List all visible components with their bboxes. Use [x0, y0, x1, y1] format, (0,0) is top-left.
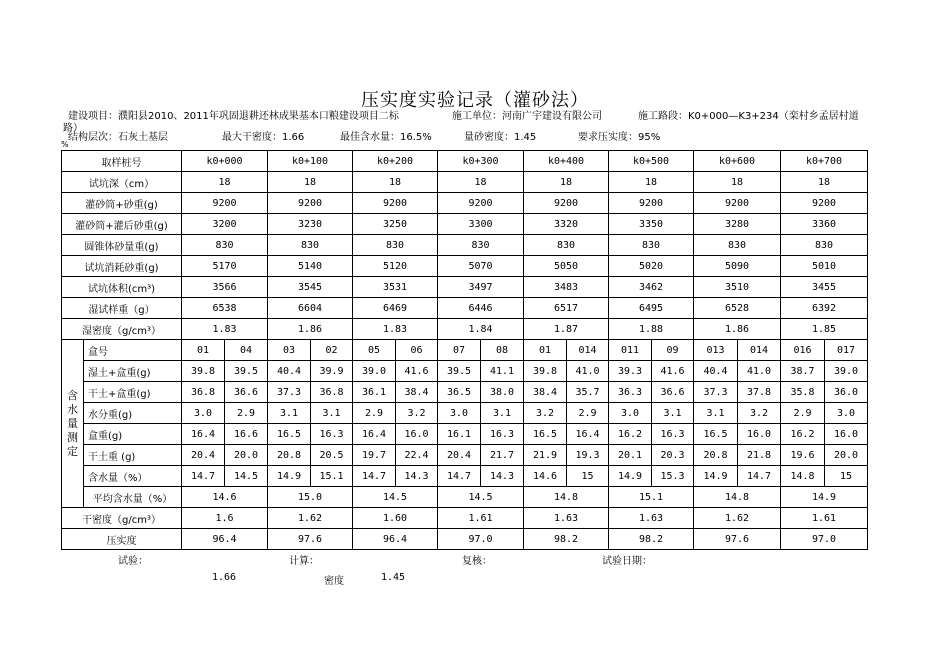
row-value-cell: 5050 [524, 256, 609, 277]
required-compaction-label: 要求压实度： [578, 132, 638, 143]
moisture-value-cell: 16.2 [609, 424, 652, 445]
row-value-cell: 9200 [438, 193, 524, 214]
required-compaction-info [578, 128, 660, 143]
record-row [62, 277, 868, 298]
row-value-cell: 830 [694, 235, 781, 256]
moisture-value-cell: 38.4 [396, 382, 438, 403]
moisture-value-cell: 2.9 [567, 403, 609, 424]
row-value-cell: 6392 [781, 298, 868, 319]
moisture-value-cell: 04 [225, 340, 268, 361]
contractor-info [452, 107, 602, 122]
moisture-value-cell: 39.0 [825, 361, 868, 382]
record-row [62, 235, 868, 256]
row-label: 灌砂筒+砂重(g) [62, 193, 182, 214]
required-compaction-value: 95% [638, 132, 661, 143]
moisture-value-cell: 15 [567, 466, 609, 487]
moisture-value-cell: 37.8 [738, 382, 781, 403]
reviewer-label: 复核： [462, 556, 492, 567]
moisture-value-cell: 39.5 [438, 361, 481, 382]
moisture-value-cell: 35.7 [567, 382, 609, 403]
moisture-row-label: 盒重(g) [84, 424, 182, 445]
moisture-value-cell: 14.9 [694, 466, 738, 487]
moisture-value-cell: 20.8 [268, 445, 311, 466]
station-header-cell: k0+500 [609, 151, 694, 172]
row-value-cell: 18 [353, 172, 438, 193]
moisture-value-cell: 3.1 [481, 403, 524, 424]
moisture-value-cell: 07 [438, 340, 481, 361]
moisture-value-cell: 014 [567, 340, 609, 361]
row-value-cell: 5010 [781, 256, 868, 277]
station-header-cell: k0+200 [353, 151, 438, 172]
moisture-row [62, 382, 868, 403]
moisture-value-cell: 3.0 [438, 403, 481, 424]
compaction-cell: 97.6 [694, 529, 781, 550]
max-dry-info [222, 128, 304, 143]
row-value-cell: 830 [353, 235, 438, 256]
row-value-cell: 1.87 [524, 319, 609, 340]
moisture-value-cell: 36.3 [609, 382, 652, 403]
row-label: 灌砂筒+灌后砂重(g) [62, 214, 182, 235]
moisture-value-cell: 36.5 [438, 382, 481, 403]
moisture-value-cell: 41.6 [652, 361, 694, 382]
row-value-cell: 6495 [609, 298, 694, 319]
moisture-value-cell: 2.9 [225, 403, 268, 424]
station-header-cell: k0+400 [524, 151, 609, 172]
row-value-cell: 18 [182, 172, 268, 193]
moisture-value-cell: 38.4 [524, 382, 567, 403]
compaction-cell: 96.4 [353, 529, 438, 550]
moisture-row [62, 445, 868, 466]
moisture-value-cell: 16.3 [481, 424, 524, 445]
project-value: 濮阳县2010、2011年巩固退耕还林成果基本口粮建设项目二标 [118, 111, 399, 122]
moisture-value-cell: 2.9 [353, 403, 396, 424]
max-dry-value: 1.66 [282, 132, 305, 143]
row-value-cell: 3200 [182, 214, 268, 235]
moisture-value-cell: 01 [524, 340, 567, 361]
avg-moisture-row [62, 487, 868, 508]
max-dry-label: 最大干密度： [222, 132, 282, 143]
row-value-cell: 6528 [694, 298, 781, 319]
moisture-value-cell: 36.6 [225, 382, 268, 403]
moisture-side-label: 含水量测定 [62, 340, 84, 508]
avg-moisture-cell: 14.6 [182, 487, 268, 508]
record-row [62, 298, 868, 319]
moisture-value-cell: 39.5 [225, 361, 268, 382]
moisture-value-cell: 3.2 [396, 403, 438, 424]
row-value-cell: 3455 [781, 277, 868, 298]
moisture-row-label: 干土重 (g) [84, 445, 182, 466]
dry-density-row [62, 508, 868, 529]
row-value-cell: 3360 [781, 214, 868, 235]
moisture-value-cell: 19.6 [781, 445, 825, 466]
row-value-cell: 3483 [524, 277, 609, 298]
layer-info [68, 128, 168, 143]
row-value-cell: 830 [268, 235, 353, 256]
moisture-value-cell: 3.1 [694, 403, 738, 424]
row-label: 湿试样重（g） [62, 298, 182, 319]
row-value-cell: 5020 [609, 256, 694, 277]
moisture-value-cell: 06 [396, 340, 438, 361]
moisture-value-cell: 38.0 [481, 382, 524, 403]
compaction-row [62, 529, 868, 550]
dry-density-label: 干密度（g/cm³） [62, 508, 182, 529]
moisture-value-cell: 20.3 [652, 445, 694, 466]
record-row [62, 319, 868, 340]
moisture-value-cell: 016 [781, 340, 825, 361]
station-header-cell: k0+100 [268, 151, 353, 172]
row-value-cell: 18 [781, 172, 868, 193]
moisture-value-cell: 14.8 [781, 466, 825, 487]
moisture-value-cell: 20.8 [694, 445, 738, 466]
section-label: 施工路段： [638, 111, 688, 122]
moisture-value-cell: 40.4 [694, 361, 738, 382]
section-value: K0+000—K3+234（栾村乡孟居村道 [688, 111, 859, 122]
optimum-moisture-value: 16.5% [400, 132, 432, 143]
row-value-cell: 3230 [268, 214, 353, 235]
dry-density-cell: 1.63 [609, 508, 694, 529]
moisture-value-cell: 20.4 [182, 445, 225, 466]
record-row [62, 214, 868, 235]
moisture-value-cell: 36.6 [652, 382, 694, 403]
avg-moisture-cell: 14.5 [438, 487, 524, 508]
compaction-label: 压实度 [62, 529, 182, 550]
moisture-value-cell: 41.1 [481, 361, 524, 382]
compaction-cell: 97.6 [268, 529, 353, 550]
avg-moisture-cell: 14.8 [694, 487, 781, 508]
moisture-value-cell: 20.1 [609, 445, 652, 466]
moisture-value-cell: 16.3 [652, 424, 694, 445]
optimum-moisture-info [340, 128, 432, 143]
dry-density-cell: 1.61 [438, 508, 524, 529]
bottom-density-label: 密度 [324, 576, 344, 587]
row-value-cell: 830 [609, 235, 694, 256]
row-label: 试坑消耗砂重(g) [62, 256, 182, 277]
row-value-cell: 9200 [182, 193, 268, 214]
avg-moisture-cell: 14.9 [781, 487, 868, 508]
moisture-value-cell: 41.0 [738, 361, 781, 382]
row-value-cell: 18 [694, 172, 781, 193]
row-value-cell: 1.88 [609, 319, 694, 340]
record-row [62, 172, 868, 193]
contractor-label: 施工单位： [452, 111, 502, 122]
sand-density-value: 1.45 [514, 132, 537, 143]
moisture-value-cell: 14.3 [481, 466, 524, 487]
avg-moisture-cell: 14.5 [353, 487, 438, 508]
station-header-cell: k0+600 [694, 151, 781, 172]
moisture-value-cell: 16.3 [311, 424, 353, 445]
row-label: 试坑深（cm） [62, 172, 182, 193]
moisture-row [62, 466, 868, 487]
moisture-value-cell: 14.9 [268, 466, 311, 487]
moisture-value-cell: 36.0 [825, 382, 868, 403]
dry-density-cell: 1.61 [781, 508, 868, 529]
row-value-cell: 9200 [609, 193, 694, 214]
row-value-cell: 5170 [182, 256, 268, 277]
moisture-value-cell: 21.9 [524, 445, 567, 466]
moisture-value-cell: 16.6 [225, 424, 268, 445]
dry-density-cell: 1.63 [524, 508, 609, 529]
moisture-value-cell: 017 [825, 340, 868, 361]
row-value-cell: 3280 [694, 214, 781, 235]
moisture-value-cell: 3.1 [311, 403, 353, 424]
layer-value: 石灰土基层 [118, 132, 168, 143]
layer-label: 结构层次： [68, 132, 118, 143]
row-value-cell: 830 [438, 235, 524, 256]
station-header-cell: k0+700 [781, 151, 868, 172]
avg-moisture-label: 平均含水量（%） [84, 487, 182, 508]
compaction-cell: 98.2 [524, 529, 609, 550]
moisture-value-cell: 14.7 [738, 466, 781, 487]
station-header-cell: k0+300 [438, 151, 524, 172]
sand-density-label: 量砂密度： [464, 132, 514, 143]
moisture-value-cell: 20.0 [825, 445, 868, 466]
moisture-value-cell: 08 [481, 340, 524, 361]
avg-moisture-cell: 14.8 [524, 487, 609, 508]
moisture-value-cell: 09 [652, 340, 694, 361]
row-value-cell: 3300 [438, 214, 524, 235]
moisture-value-cell: 14.6 [524, 466, 567, 487]
record-row [62, 256, 868, 277]
row-value-cell: 830 [781, 235, 868, 256]
moisture-value-cell: 39.9 [311, 361, 353, 382]
moisture-value-cell: 20.5 [311, 445, 353, 466]
moisture-value-cell: 3.0 [825, 403, 868, 424]
row-value-cell: 5090 [694, 256, 781, 277]
row-value-cell: 3462 [609, 277, 694, 298]
row-value-cell: 18 [268, 172, 353, 193]
moisture-row-label: 含水量（%） [84, 466, 182, 487]
moisture-value-cell: 15 [825, 466, 868, 487]
moisture-row-label: 盒号 [84, 340, 182, 361]
row-value-cell: 5120 [353, 256, 438, 277]
compaction-cell: 97.0 [438, 529, 524, 550]
moisture-value-cell: 39.0 [353, 361, 396, 382]
record-row [62, 193, 868, 214]
moisture-value-cell: 05 [353, 340, 396, 361]
moisture-value-cell: 39.8 [182, 361, 225, 382]
moisture-value-cell: 3.1 [652, 403, 694, 424]
row-value-cell: 1.86 [268, 319, 353, 340]
moisture-value-cell: 01 [182, 340, 225, 361]
row-value-cell: 6604 [268, 298, 353, 319]
station-header-row [62, 151, 868, 172]
moisture-row [62, 403, 868, 424]
moisture-row [62, 361, 868, 382]
row-value-cell: 830 [182, 235, 268, 256]
moisture-value-cell: 03 [268, 340, 311, 361]
row-value-cell: 1.85 [781, 319, 868, 340]
moisture-value-cell: 37.3 [694, 382, 738, 403]
moisture-value-cell: 3.2 [738, 403, 781, 424]
optimum-moisture-label: 最佳含水量： [340, 132, 400, 143]
moisture-value-cell: 39.3 [609, 361, 652, 382]
moisture-value-cell: 16.5 [694, 424, 738, 445]
moisture-value-cell: 14.7 [353, 466, 396, 487]
station-header-cell: k0+000 [182, 151, 268, 172]
moisture-value-cell: 19.3 [567, 445, 609, 466]
moisture-value-cell: 014 [738, 340, 781, 361]
row-value-cell: 6446 [438, 298, 524, 319]
moisture-value-cell: 40.4 [268, 361, 311, 382]
bottom-density-value: 1.45 [381, 572, 406, 583]
row-value-cell: 18 [524, 172, 609, 193]
moisture-value-cell: 011 [609, 340, 652, 361]
tester-label: 试验： [118, 556, 148, 567]
row-value-cell: 5070 [438, 256, 524, 277]
moisture-value-cell: 3.0 [182, 403, 225, 424]
row-value-cell: 9200 [781, 193, 868, 214]
calculator-label: 计算： [289, 556, 319, 567]
section-info [638, 107, 859, 122]
row-value-cell: 3545 [268, 277, 353, 298]
test-date-label: 试验日期： [602, 556, 652, 567]
moisture-value-cell: 36.8 [311, 382, 353, 403]
moisture-value-cell: 39.8 [524, 361, 567, 382]
moisture-value-cell: 16.4 [182, 424, 225, 445]
moisture-value-cell: 14.5 [225, 466, 268, 487]
row-value-cell: 1.86 [694, 319, 781, 340]
moisture-value-cell: 3.0 [609, 403, 652, 424]
row-value-cell: 6538 [182, 298, 268, 319]
moisture-value-cell: 16.5 [268, 424, 311, 445]
compaction-record-table [61, 150, 868, 550]
row-value-cell: 3320 [524, 214, 609, 235]
row-value-cell: 9200 [353, 193, 438, 214]
row-label: 湿密度（g/cm³） [62, 319, 182, 340]
row-value-cell: 3531 [353, 277, 438, 298]
moisture-row-label: 干土+盒重(g) [84, 382, 182, 403]
row-label: 试坑体积(cm³) [62, 277, 182, 298]
row-value-cell: 9200 [268, 193, 353, 214]
dry-density-cell: 1.62 [694, 508, 781, 529]
moisture-value-cell: 3.1 [268, 403, 311, 424]
row-value-cell: 9200 [694, 193, 781, 214]
moisture-value-cell: 20.4 [438, 445, 481, 466]
moisture-value-cell: 013 [694, 340, 738, 361]
row-value-cell: 18 [438, 172, 524, 193]
moisture-value-cell: 22.4 [396, 445, 438, 466]
moisture-row [62, 424, 868, 445]
moisture-value-cell: 41.0 [567, 361, 609, 382]
moisture-value-cell: 16.1 [438, 424, 481, 445]
moisture-value-cell: 16.0 [738, 424, 781, 445]
moisture-value-cell: 20.0 [225, 445, 268, 466]
moisture-value-cell: 36.1 [353, 382, 396, 403]
contractor-value: 河南广宇建设有限公司 [502, 111, 602, 122]
moisture-value-cell: 37.3 [268, 382, 311, 403]
moisture-value-cell: 14.3 [396, 466, 438, 487]
row-label: 圆锥体砂量重(g) [62, 235, 182, 256]
moisture-value-cell: 16.0 [396, 424, 438, 445]
moisture-value-cell: 2.9 [781, 403, 825, 424]
compaction-cell: 97.0 [781, 529, 868, 550]
row-value-cell: 3510 [694, 277, 781, 298]
row-value-cell: 9200 [524, 193, 609, 214]
moisture-value-cell: 16.5 [524, 424, 567, 445]
moisture-value-cell: 16.0 [825, 424, 868, 445]
moisture-value-cell: 35.8 [781, 382, 825, 403]
moisture-value-cell: 14.7 [182, 466, 225, 487]
compaction-cell: 98.2 [609, 529, 694, 550]
stray-mark: % [61, 140, 69, 149]
bottom-max-dry-value: 1.66 [212, 572, 237, 583]
page-title: 压实度实验记录（灌砂法） [361, 90, 589, 111]
dry-density-cell: 1.62 [268, 508, 353, 529]
row-value-cell: 6469 [353, 298, 438, 319]
avg-moisture-cell: 15.1 [609, 487, 694, 508]
compaction-cell: 96.4 [182, 529, 268, 550]
moisture-value-cell: 3.2 [524, 403, 567, 424]
moisture-value-cell: 38.7 [781, 361, 825, 382]
moisture-row-label: 水分重(g) [84, 403, 182, 424]
moisture-value-cell: 41.6 [396, 361, 438, 382]
moisture-value-cell: 36.8 [182, 382, 225, 403]
moisture-row-label: 湿土+盒重(g) [84, 361, 182, 382]
row-value-cell: 1.84 [438, 319, 524, 340]
station-header-label: 取样桩号 [62, 151, 182, 172]
moisture-value-cell: 16.4 [567, 424, 609, 445]
project-label: 建设项目： [68, 111, 118, 122]
moisture-value-cell: 16.4 [353, 424, 396, 445]
row-value-cell: 6517 [524, 298, 609, 319]
moisture-value-cell: 15.1 [311, 466, 353, 487]
project-info [68, 107, 399, 122]
dry-density-cell: 1.60 [353, 508, 438, 529]
row-value-cell: 1.83 [353, 319, 438, 340]
row-value-cell: 5140 [268, 256, 353, 277]
dry-density-cell: 1.6 [182, 508, 268, 529]
moisture-value-cell: 15.3 [652, 466, 694, 487]
row-value-cell: 1.83 [182, 319, 268, 340]
row-value-cell: 3497 [438, 277, 524, 298]
moisture-value-cell: 21.8 [738, 445, 781, 466]
row-value-cell: 3350 [609, 214, 694, 235]
row-value-cell: 3566 [182, 277, 268, 298]
moisture-value-cell: 14.7 [438, 466, 481, 487]
row-value-cell: 18 [609, 172, 694, 193]
sand-density-info [464, 128, 536, 143]
moisture-value-cell: 02 [311, 340, 353, 361]
moisture-value-cell: 21.7 [481, 445, 524, 466]
moisture-value-cell: 14.9 [609, 466, 652, 487]
avg-moisture-cell: 15.0 [268, 487, 353, 508]
row-value-cell: 830 [524, 235, 609, 256]
section-wrap: 路） [63, 123, 83, 134]
moisture-value-cell: 19.7 [353, 445, 396, 466]
moisture-value-cell: 16.2 [781, 424, 825, 445]
row-value-cell: 3250 [353, 214, 438, 235]
moisture-row [62, 340, 868, 361]
